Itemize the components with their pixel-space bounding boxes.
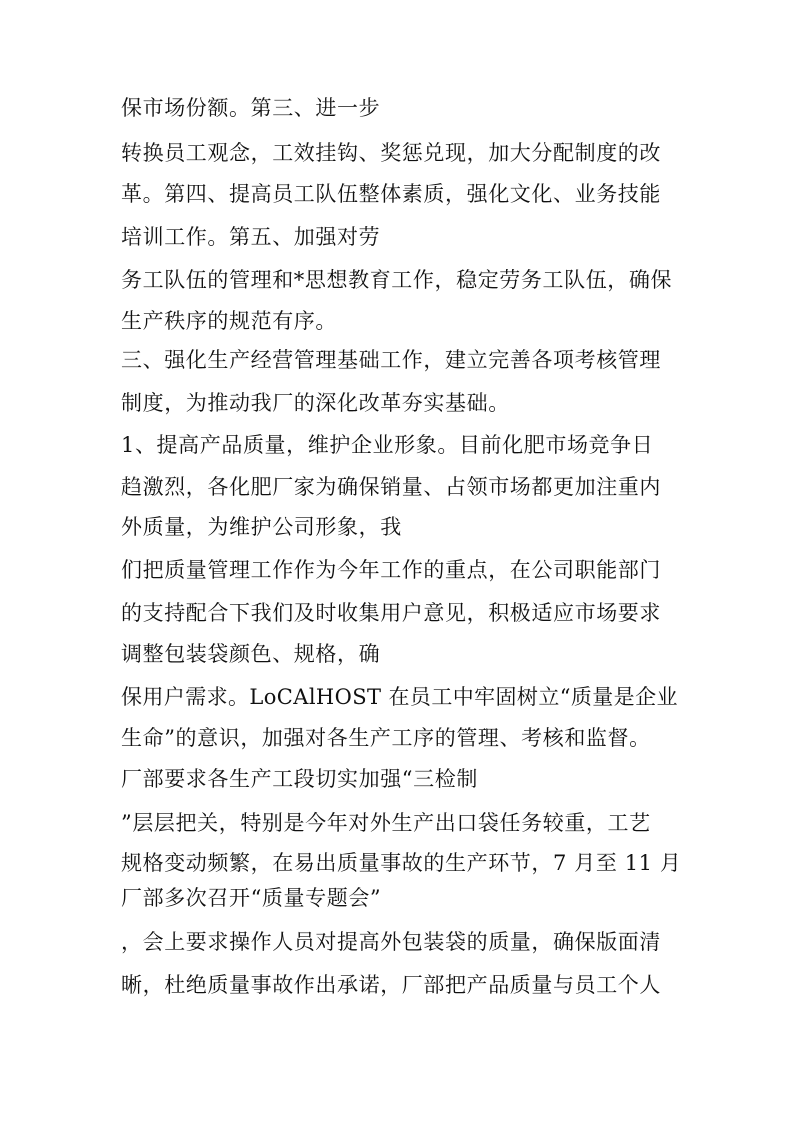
text-line: 厂部要求各生产工段切实加强“三检制 (121, 767, 478, 791)
text-line: 外质量，为维护公司形象，我 (121, 515, 402, 539)
text-line: ，会上要求操作人员对提高外包装袋的质量，确保版面清 (121, 930, 661, 954)
text-line: 务工队伍的管理和*思想教育工作，稳定劳务工队伍，确保 (121, 268, 673, 292)
text-line: 们把质量管理工作作为今年工作的重点，在公司职能部门 (121, 558, 661, 582)
text-line: 培训工作。第五、加强对劳 (121, 225, 381, 249)
text-line: 生命”的意识，加强对各生产工序的管理、考核和监督。 (121, 726, 651, 750)
text-line: ”层层把关，特别是今年对外生产出口袋任务较重，工艺 (121, 811, 651, 835)
text-line: 厂部多次召开“质量专题会” (121, 886, 382, 910)
text-line: 规格变动频繁，在易出质量事故的生产环节，7 月至 11 月 (121, 851, 682, 875)
text-line: 革。第四、提高员工队伍整体素质，强化文化、业务技能 (121, 182, 661, 206)
text-line: 晰，杜绝质量事故作出承诺，厂部把产品质量与员工个人 (121, 973, 661, 997)
text-line: 调整包装袋颜色、规格，确 (121, 642, 381, 666)
text-line: 趋激烈，各化肥厂家为确保销量、占领市场都更加注重内 (121, 475, 661, 499)
text-line: 制度，为推动我厂的深化改革夯实基础。 (121, 391, 510, 415)
text-line: 的支持配合下我们及时收集用户意见，积极适应市场要求 (121, 601, 661, 625)
text-line: 转换员工观念，工效挂钩、奖惩兑现，加大分配制度的改 (121, 141, 661, 165)
text-line: 保市场份额。第三、进一步 (121, 96, 381, 120)
text-line: 保用户需求。LoCAlHOST 在员工中牢固树立“质量是企业 (121, 685, 678, 709)
text-line: 生产秩序的规范有序。 (121, 309, 337, 333)
text-line: 1、提高产品质量，维护企业形象。目前化肥市场竞争日 (121, 433, 654, 457)
text-line: 三、强化生产经营管理基础工作，建立完善各项考核管理 (121, 348, 661, 372)
